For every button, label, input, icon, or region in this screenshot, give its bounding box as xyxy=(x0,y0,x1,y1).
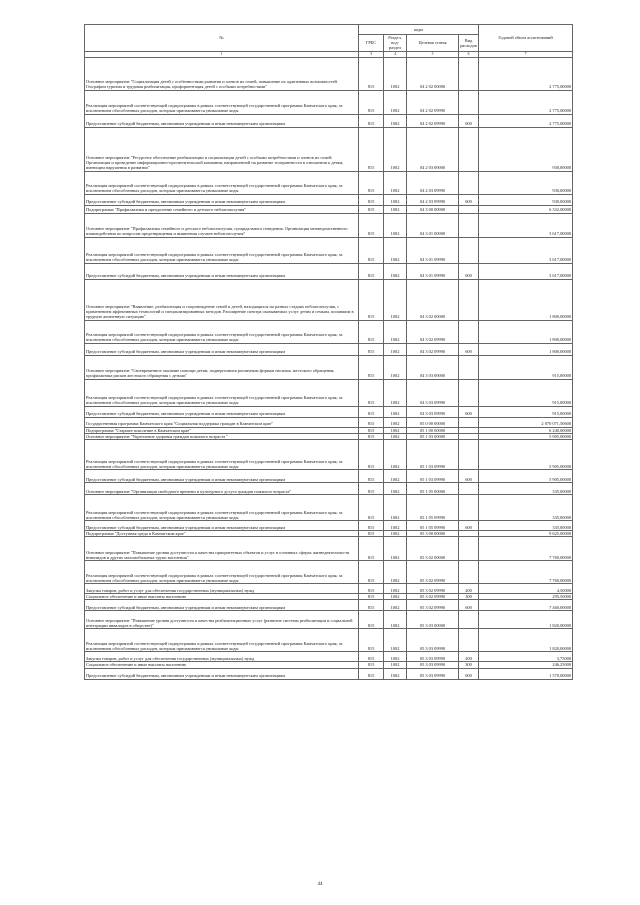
row-grbs: 815 xyxy=(359,263,384,279)
row-amount: 7 760,00000 xyxy=(479,561,573,584)
header-razdel: Раздел, под-раздел xyxy=(384,35,407,52)
row-target-article: 04 3 02 09990 xyxy=(407,320,459,343)
row-razdel: 1002 xyxy=(384,406,407,417)
row-grbs: 815 xyxy=(359,495,384,521)
row-target-article: 04 3 02 00000 xyxy=(407,279,459,320)
row-razdel: 1002 xyxy=(384,427,407,433)
row-amount: 5 905,00000 xyxy=(479,433,573,439)
row-razdel: 1002 xyxy=(384,194,407,205)
row-amount: 2 775,00000 xyxy=(479,114,573,127)
row-expense-type: 600 xyxy=(459,470,479,483)
row-amount: 246,25000 xyxy=(479,662,573,668)
row-amount: 915,00000 xyxy=(479,379,573,406)
row-target-article: 05 0 00 00000 xyxy=(407,417,459,427)
table-row xyxy=(85,355,573,379)
row-expense-type xyxy=(459,537,479,561)
row-razdel: 1002 xyxy=(384,171,407,194)
row-amount: 915,00000 xyxy=(479,355,573,379)
row-razdel: 1002 xyxy=(384,521,407,531)
row-target-article: 05 3 02 09990 xyxy=(407,584,459,594)
budget-table-sheet xyxy=(84,24,572,680)
row-description: Основное мероприятие "Профилактика семейного и детского неблагополучия, суицидального поведения. Организация межведомственного взаимодействия по вопросам предотвращения и выявления случаев неблагополучия" xyxy=(85,213,359,237)
row-grbs: 815 xyxy=(359,205,384,213)
row-expense-type xyxy=(459,127,479,171)
row-target-article: 05 3 02 09990 xyxy=(407,594,459,600)
row-razdel: 1002 xyxy=(384,662,407,668)
row-expense-type xyxy=(459,237,479,263)
row-description: Подпрограмма "Доступная среда в Камчатском крае" xyxy=(85,531,359,537)
row-amount: 1 800,00000 xyxy=(479,320,573,343)
row-target-article: 05 1 05 00000 xyxy=(407,483,459,495)
row-expense-type xyxy=(459,611,479,629)
table-row xyxy=(85,343,573,355)
col-num-1: 1 xyxy=(85,51,359,57)
row-razdel: 1002 xyxy=(384,611,407,629)
table-row xyxy=(85,279,573,320)
row-expense-type: 200 xyxy=(459,652,479,662)
row-amount: 2 775,00000 xyxy=(479,90,573,114)
row-target-article: 05 1 03 09990 xyxy=(407,440,459,470)
row-grbs: 815 xyxy=(359,90,384,114)
row-description: Предоставление субсидий бюджетным, автономным учреждениям и иным некоммерческим организациям xyxy=(85,114,359,127)
table-row xyxy=(85,483,573,495)
row-grbs: 815 xyxy=(359,561,384,584)
row-amount: 3 617,00000 xyxy=(479,213,573,237)
row-description: Закупка товаров, работ и услуг для обеспечения государственных (муниципальных) нужд xyxy=(85,652,359,662)
header-codes: коды xyxy=(359,25,479,35)
row-razdel: 1002 xyxy=(384,483,407,495)
row-amount: 7 760,00000 xyxy=(479,537,573,561)
row-target-article: 05 3 02 09990 xyxy=(407,561,459,584)
header-grbs: ГРБС xyxy=(359,35,384,52)
table-row xyxy=(85,611,573,629)
row-target-article: 05 1 05 09990 xyxy=(407,521,459,531)
row-expense-type xyxy=(459,417,479,427)
row-description: Основное мероприятие "Повышение уровня доступности к качества реабилитационных услуг (развитие системы реабилитации и социальной интеграции инвалидов в обществе)" xyxy=(85,611,359,629)
row-razdel: 1002 xyxy=(384,470,407,483)
col-num-6: 6 xyxy=(459,51,479,57)
row-description: Подпрограмма "Старшее поколение в Камчатском крае" xyxy=(85,427,359,433)
row-expense-type xyxy=(459,90,479,114)
row-grbs: 815 xyxy=(359,600,384,611)
row-razdel: 1002 xyxy=(384,440,407,470)
row-amount: 1 800,00000 xyxy=(479,343,573,355)
row-description: Социальное обеспечение и иные выплаты населению xyxy=(85,594,359,600)
row-expense-type: 600 xyxy=(459,600,479,611)
row-razdel: 1002 xyxy=(384,629,407,652)
row-amount: 335,00000 xyxy=(479,483,573,495)
row-expense-type xyxy=(459,171,479,194)
row-razdel: 1002 xyxy=(384,320,407,343)
table-row xyxy=(85,320,573,343)
row-amount: 9 625,00000 xyxy=(479,531,573,537)
row-target-article: 04 3 01 09990 xyxy=(407,263,459,279)
col-num-4: 4 xyxy=(384,51,407,57)
row-grbs: 815 xyxy=(359,662,384,668)
row-description: Основное мероприятие "Выявление, реабилитация и сопровождение семей и детей, находящихся на разных стадиях неблагополучия, с применением эффективных технологий и специализированных методов. Расширение спектра оказываемых услуг детям и семьям, попавшим в трудную жизненную ситуацию" xyxy=(85,279,359,320)
row-grbs: 815 xyxy=(359,417,384,427)
row-grbs: 815 xyxy=(359,279,384,320)
row-grbs: 815 xyxy=(359,521,384,531)
row-target-article: 05 3 03 09990 xyxy=(407,652,459,662)
row-amount: 295,50000 xyxy=(479,594,573,600)
row-razdel: 1002 xyxy=(384,417,407,427)
row-expense-type: 600 xyxy=(459,263,479,279)
row-description: Основное мероприятие "Своевременное оказание помощи детям, подвергшимся различным формам насилия, жестокого обращения, профилактика рисков жестокого обращения с детьми" xyxy=(85,355,359,379)
row-expense-type xyxy=(459,213,479,237)
row-grbs: 815 xyxy=(359,629,384,652)
row-amount: 6 332,00000 xyxy=(479,205,573,213)
table-row xyxy=(85,470,573,483)
row-expense-type xyxy=(459,379,479,406)
row-description: Предоставление субсидий бюджетным, автономным учреждениям и иным некоммерческим организациям xyxy=(85,521,359,531)
row-amount: 2 070 071,50600 xyxy=(479,417,573,427)
table-row xyxy=(85,668,573,679)
table-row xyxy=(85,263,573,279)
row-description: Основное мероприятие "Повышение уровня доступности к качества приоритетных объектов и услуг в основных сферах жизнедеятельности инвалидов и других маломобильных групп населения" xyxy=(85,537,359,561)
row-target-article: 04 2 02 09990 xyxy=(407,114,459,127)
col-num-5: 5 xyxy=(407,51,459,57)
row-target-article: 05 1 05 09990 xyxy=(407,495,459,521)
table-row xyxy=(85,90,573,114)
row-target-article: 05 3 02 00000 xyxy=(407,537,459,561)
row-grbs: 815 xyxy=(359,114,384,127)
row-target-article: 05 3 00 00000 xyxy=(407,531,459,537)
row-grbs: 815 xyxy=(359,584,384,594)
row-expense-type: 300 xyxy=(459,594,479,600)
col-num-7: 7 xyxy=(479,51,573,57)
row-description: Основное мероприятие "Организация свободного времени и культурного досуга граждан пожилого возраста" xyxy=(85,483,359,495)
row-expense-type xyxy=(459,561,479,584)
table-row xyxy=(85,237,573,263)
row-expense-type: 600 xyxy=(459,343,479,355)
row-expense-type xyxy=(459,57,479,90)
table-row xyxy=(85,379,573,406)
row-razdel: 1002 xyxy=(384,594,407,600)
row-expense-type xyxy=(459,279,479,320)
row-description: Реализация мероприятий соответствующей подпрограммы в рамках соответствующей государственной программы Камчатского края, за исключением обособленных расходов, которым присваиваются уникальные коды xyxy=(85,171,359,194)
row-target-article: 04 3 01 09990 xyxy=(407,237,459,263)
row-grbs: 815 xyxy=(359,537,384,561)
row-amount: 5 905,00000 xyxy=(479,470,573,483)
row-target-article: 04 2 03 00000 xyxy=(407,127,459,171)
row-amount: 4,50000 xyxy=(479,584,573,594)
row-amount: 930,00000 xyxy=(479,171,573,194)
row-grbs: 815 xyxy=(359,594,384,600)
row-expense-type xyxy=(459,320,479,343)
table-body xyxy=(85,57,573,679)
row-description: Предоставление субсидий бюджетным, автономным учреждениям и иным некоммерческим организациям xyxy=(85,406,359,417)
row-razdel: 1002 xyxy=(384,279,407,320)
header-vr: Вид расходов xyxy=(459,35,479,52)
row-razdel: 1002 xyxy=(384,127,407,171)
row-grbs: 815 xyxy=(359,355,384,379)
row-expense-type: 600 xyxy=(459,521,479,531)
row-description: Государственная программа Камчатского края "Социальная поддержка граждан в Камчатском крае" xyxy=(85,417,359,427)
row-expense-type xyxy=(459,355,479,379)
table-row xyxy=(85,521,573,531)
row-grbs: 815 xyxy=(359,652,384,662)
row-target-article: 04 3 00 00000 xyxy=(407,205,459,213)
row-expense-type xyxy=(459,495,479,521)
row-amount: 6 240,00000 xyxy=(479,427,573,433)
table-row xyxy=(85,127,573,171)
table-row xyxy=(85,171,573,194)
row-razdel: 1002 xyxy=(384,355,407,379)
row-target-article: 05 3 03 00000 xyxy=(407,611,459,629)
row-amount: 2 775,00000 xyxy=(479,57,573,90)
row-amount: 930,00000 xyxy=(479,127,573,171)
row-razdel: 1002 xyxy=(384,537,407,561)
row-target-article: 04 2 03 09990 xyxy=(407,171,459,194)
row-description: Реализация мероприятий соответствующей подпрограммы в рамках соответствующей государственной программы Камчатского края, за исключением обособленных расходов, которым присваиваются уникальные коды xyxy=(85,237,359,263)
row-description: Реализация мероприятий соответствующей подпрограммы в рамках соответствующей государственной программы Камчатского края, за исключением обособленных расходов, которым присваиваются уникальные коды xyxy=(85,320,359,343)
row-grbs: 815 xyxy=(359,343,384,355)
row-razdel: 1002 xyxy=(384,433,407,439)
row-grbs: 815 xyxy=(359,433,384,439)
row-razdel: 1002 xyxy=(384,561,407,584)
row-grbs: 815 xyxy=(359,483,384,495)
row-target-article: 05 3 03 09990 xyxy=(407,662,459,668)
table-row xyxy=(85,537,573,561)
row-target-article: 05 3 03 09990 xyxy=(407,629,459,652)
row-target-article: 04 3 03 09990 xyxy=(407,379,459,406)
table-row xyxy=(85,561,573,584)
row-description: Закупка товаров, работ и услуг для обеспечения государственных (муниципальных) нужд xyxy=(85,584,359,594)
row-amount: 1 820,00000 xyxy=(479,629,573,652)
page-number: 44 xyxy=(317,882,323,887)
row-description: Предоставление субсидий бюджетным, автономным учреждениям и иным некоммерческим организациям xyxy=(85,600,359,611)
row-amount: 3 617,00000 xyxy=(479,237,573,263)
row-target-article: 05 1 03 09990 xyxy=(407,470,459,483)
row-target-article: 04 2 03 09990 xyxy=(407,194,459,205)
row-grbs: 815 xyxy=(359,213,384,237)
row-razdel: 1002 xyxy=(384,379,407,406)
row-razdel: 1002 xyxy=(384,531,407,537)
row-grbs: 815 xyxy=(359,127,384,171)
row-razdel: 1002 xyxy=(384,237,407,263)
row-target-article: 04 3 01 00000 xyxy=(407,213,459,237)
table-row xyxy=(85,600,573,611)
table-row xyxy=(85,629,573,652)
row-description: Реализация мероприятий соответствующей подпрограммы в рамках соответствующей государственной программы Камчатского края, за исключением обособленных расходов, которым присваиваются уникальные коды xyxy=(85,379,359,406)
row-amount: 5 905,00000 xyxy=(479,440,573,470)
row-description: Предоставление субсидий бюджетным, автономным учреждениям и иным некоммерческим организациям xyxy=(85,194,359,205)
row-expense-type: 600 xyxy=(459,194,479,205)
row-razdel: 1002 xyxy=(384,652,407,662)
row-description: Социальное обеспечение и иные выплаты населению xyxy=(85,662,359,668)
row-grbs: 815 xyxy=(359,440,384,470)
row-description: Предоставление субсидий бюджетным, автономным учреждениям и иным некоммерческим организациям xyxy=(85,263,359,279)
row-description: Реализация мероприятий соответствующей подпрограммы в рамках соответствующей государственной программы Камчатского края, за исключением обособленных расходов, которым присваиваются уникальные коды xyxy=(85,440,359,470)
row-amount: 930,00000 xyxy=(479,194,573,205)
row-description: Реализация мероприятий соответствующей подпрограммы в рамках соответствующей государственной программы Камчатского края, за исключением обособленных расходов, которым присваиваются уникальные коды xyxy=(85,629,359,652)
table-row xyxy=(85,205,573,213)
row-amount: 3 617,00000 xyxy=(479,263,573,279)
row-grbs: 815 xyxy=(359,611,384,629)
row-grbs: 815 xyxy=(359,320,384,343)
row-amount: 1 800,00000 xyxy=(479,279,573,320)
table-row xyxy=(85,213,573,237)
row-description: Предоставление субсидий бюджетным, автономным учреждениям и иным некоммерческим организациям xyxy=(85,343,359,355)
row-razdel: 1002 xyxy=(384,213,407,237)
header-csr: Целевая статья xyxy=(407,35,459,52)
row-expense-type: 200 xyxy=(459,584,479,594)
row-expense-type xyxy=(459,205,479,213)
table-row xyxy=(85,417,573,427)
header-num: № xyxy=(85,25,359,52)
row-target-article: 05 1 00 00000 xyxy=(407,427,459,433)
row-description: Основное мероприятие "Ресурсное обеспечение реабилитации и социализации детей с особыми потребностями и членов их семей. Организация и проведение информационно-просветительской кампании, направленной на развитие толерантности в отношении к детям, имеющим нарушения в развитии" xyxy=(85,127,359,171)
row-expense-type xyxy=(459,629,479,652)
row-expense-type: 600 xyxy=(459,406,479,417)
table-row xyxy=(85,652,573,662)
row-razdel: 1002 xyxy=(384,205,407,213)
row-razdel: 1002 xyxy=(384,584,407,594)
row-description: Реализация мероприятий соответствующей подпрограммы в рамках соответствующей государственной программы Камчатского края, за исключением обособленных расходов, которым присваиваются уникальные коды xyxy=(85,561,359,584)
row-amount: 335,00000 xyxy=(479,521,573,531)
row-razdel: 1002 xyxy=(384,90,407,114)
row-expense-type: 300 xyxy=(459,662,479,668)
row-expense-type: 600 xyxy=(459,668,479,679)
budget-table xyxy=(84,24,573,680)
table-row xyxy=(85,57,573,90)
row-razdel: 1002 xyxy=(384,263,407,279)
row-razdel: 1002 xyxy=(384,495,407,521)
row-amount: 7 460,00000 xyxy=(479,600,573,611)
row-expense-type xyxy=(459,440,479,470)
row-description: Подпрограмма "Профилактика и преодоление семейного и детского неблагополучия" xyxy=(85,205,359,213)
row-target-article: 05 1 03 00000 xyxy=(407,433,459,439)
table-row xyxy=(85,440,573,470)
table-row xyxy=(85,194,573,205)
row-grbs: 815 xyxy=(359,531,384,537)
row-amount: 1 820,00000 xyxy=(479,611,573,629)
row-expense-type xyxy=(459,483,479,495)
row-grbs: 815 xyxy=(359,668,384,679)
row-razdel: 1002 xyxy=(384,600,407,611)
row-grbs: 815 xyxy=(359,171,384,194)
table-row xyxy=(85,114,573,127)
row-grbs: 815 xyxy=(359,470,384,483)
row-expense-type: 600 xyxy=(459,114,479,127)
row-target-article: 04 2 02 00000 xyxy=(407,57,459,90)
row-target-article: 04 3 02 09990 xyxy=(407,343,459,355)
row-razdel: 1002 xyxy=(384,57,407,90)
table-row xyxy=(85,406,573,417)
row-description: Реализация мероприятий соответствующей подпрограммы в рамках соответствующей государственной программы Камчатского края, за исключением обособленных расходов, которым присваиваются уникальные коды xyxy=(85,495,359,521)
col-num-3: 3 xyxy=(359,51,384,57)
row-target-article: 04 3 03 09990 xyxy=(407,406,459,417)
row-description: Предоставление субсидий бюджетным, автономным учреждениям и иным некоммерческим организациям xyxy=(85,668,359,679)
row-amount: 335,00000 xyxy=(479,495,573,521)
row-grbs: 815 xyxy=(359,57,384,90)
row-target-article: 04 3 03 00000 xyxy=(407,355,459,379)
row-grbs: 815 xyxy=(359,427,384,433)
row-amount: 915,00000 xyxy=(479,406,573,417)
row-grbs: 815 xyxy=(359,237,384,263)
header-total: Годовой объем ассигнований xyxy=(479,25,573,52)
row-description: Реализация мероприятий соответствующей подпрограммы в рамках соответствующей государственной программы Камчатского края, за исключением обособленных расходов, которым присваиваются уникальные коды xyxy=(85,90,359,114)
table-row xyxy=(85,584,573,594)
row-description: Основное мероприятие "Укрепление здоровья граждан пожилого возраста " xyxy=(85,433,359,439)
row-target-article: 04 2 02 09990 xyxy=(407,90,459,114)
row-description: Основное мероприятие "Социализация детей с особенностями развития и членов их семей, повышение их адаптивных возможностей. Географии туризма и трудовая реабилитация, профориентация детей с особыми потребностями" xyxy=(85,57,359,90)
row-amount: 3,75000 xyxy=(479,652,573,662)
row-razdel: 1002 xyxy=(384,114,407,127)
row-razdel: 1002 xyxy=(384,343,407,355)
row-amount: 1 570,00000 xyxy=(479,668,573,679)
row-target-article: 05 3 02 09990 xyxy=(407,600,459,611)
row-grbs: 815 xyxy=(359,194,384,205)
row-grbs: 815 xyxy=(359,379,384,406)
row-grbs: 815 xyxy=(359,406,384,417)
row-target-article: 05 3 03 09990 xyxy=(407,668,459,679)
row-description: Предоставление субсидий бюджетным, автономным учреждениям и иным некоммерческим организациям xyxy=(85,470,359,483)
row-razdel: 1002 xyxy=(384,668,407,679)
table-row xyxy=(85,495,573,521)
